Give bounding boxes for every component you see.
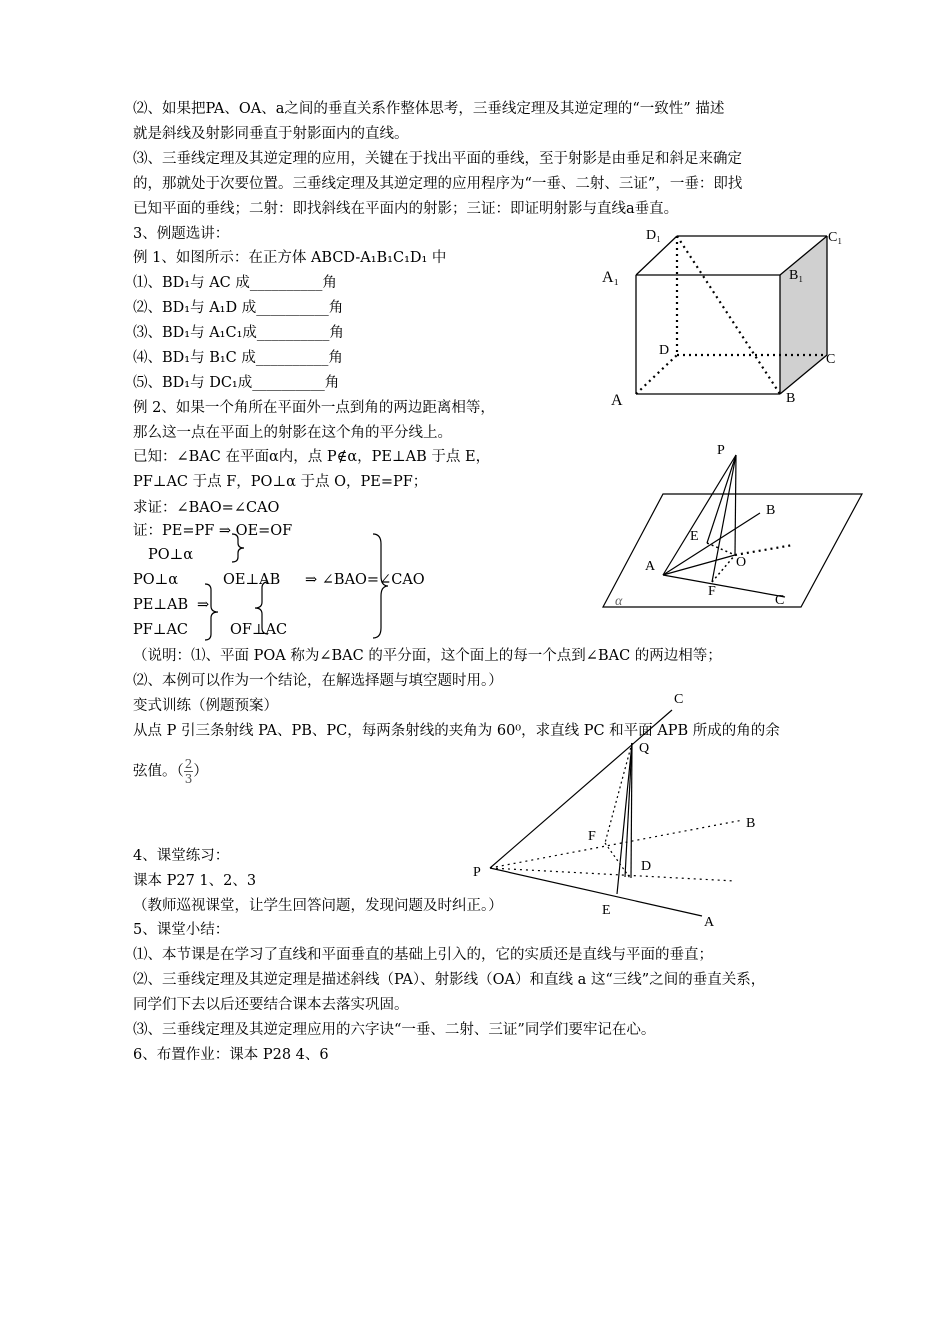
label-c1: C₁: [828, 230, 843, 245]
fraction-numerator: 2: [184, 757, 193, 771]
label-f: F: [588, 829, 596, 844]
question-1: ⑴、BD₁与 AC 成__________角: [133, 275, 337, 291]
example-2-line1: 例 2、如果一个角所在平面外一点到角的两边距离相等，: [133, 400, 495, 416]
rays-figure: [470, 688, 770, 934]
label-d1: D₁: [646, 228, 661, 243]
proof-line3c: ⇒ ∠BAO=∠CAO: [305, 572, 425, 588]
segment-qe: [617, 743, 632, 894]
label-a: A: [704, 915, 715, 930]
variant-heading: 变式训练（例题预案）: [133, 698, 278, 714]
label-a: A: [611, 392, 623, 409]
proof-line1: 证：PE=PF ⇒ OE=OF: [133, 523, 293, 539]
proof-line4a: PE⊥AB: [133, 597, 189, 613]
label-b: B: [766, 503, 776, 518]
brace-left: [205, 584, 218, 640]
label-b: B: [746, 816, 756, 831]
brace-right: [373, 534, 388, 638]
label-alpha: α: [615, 594, 623, 609]
question-2: ⑵、BD₁与 A₁D 成__________角: [133, 300, 344, 316]
label-d: D: [659, 343, 670, 358]
variant-question: 从点 P 引三条射线 PA、PB、PC，每两条射线的夹角为 60⁰，求直线 PC 和平面 APB 所成的角的余: [133, 723, 780, 739]
proof-line4b: ⇒: [197, 597, 210, 613]
label-p: P: [717, 443, 725, 458]
label-b: B: [786, 391, 796, 406]
label-c: C: [826, 352, 836, 367]
question-5: ⑸、BD₁与 DC₁成__________角: [133, 375, 340, 391]
label-q: Q: [639, 741, 650, 756]
bisector-extension: [735, 545, 793, 555]
summary-3: ⑶、三垂线定理及其逆定理应用的六字诀“一垂、二射、三证”同学们要牢记在心。: [133, 1022, 656, 1038]
segment-fo: [712, 555, 735, 582]
diagonal-bd1: [677, 236, 780, 394]
question-4: ⑷、BD₁与 B₁C 成__________角: [133, 350, 343, 366]
example-2-line2: 那么这一点在平面上的射影在这个角的平分线上。: [133, 425, 452, 441]
variant-answer-suffix: ）: [193, 763, 208, 780]
proof-line3a: PO⊥α: [133, 572, 179, 588]
label-f: F: [708, 584, 716, 599]
segment-po: [735, 455, 736, 555]
summary-2: ⑵、三垂线定理及其逆定理是描述斜线（PA）、射影线（OA）和直线 a 这“三线”之间的垂直关系，: [133, 972, 766, 988]
label-c: C: [775, 593, 785, 608]
label-e: E: [602, 903, 611, 918]
summary-2-cont: 同学们下去以后还要结合课本去落实巩固。: [133, 997, 409, 1013]
para-2-line1: ⑵、如果把PA、OA、a之间的垂直关系作整体思考，三垂线定理及其逆定理的“一致性” 描述: [133, 101, 725, 117]
note-line2: ⑵、本例可以作为一个结论，在解选择题与填空题时用。）: [133, 673, 503, 689]
para-3-line2: 的，那就处于次要位置。三垂线定理及其逆定理的应用程序为“一垂、二射、三证”，一垂：即找: [133, 176, 743, 192]
label-o: O: [736, 555, 747, 570]
label-c: C: [674, 692, 684, 707]
para-3-line3: 已知平面的垂线；二射：即找斜线在平面内的射影；三证：即证明射影与直线a垂直。: [133, 201, 679, 217]
section-4-textbook: 课本 P27 1、2、3: [133, 873, 257, 889]
ray-pc: [490, 710, 672, 868]
question-3: ⑶、BD₁与 A₁C₁成__________角: [133, 325, 344, 341]
given-line1: 已知：∠BAC 在平面α内，点 P∉α，PE⊥AB 于点 E，: [133, 449, 491, 465]
cube-figure: [595, 222, 855, 412]
bisector-pd: [490, 868, 735, 881]
to-prove: 求证：∠BAO=∠CAO: [133, 500, 280, 516]
section-5-heading: 5、课堂小结：: [133, 922, 230, 938]
edge-ad-hidden: [636, 355, 677, 394]
given-line2: PF⊥AC 于点 F，PO⊥α 于点 O，PE=PF；: [133, 474, 428, 490]
summary-1: ⑴、本节课是在学习了直线和平面垂直的基础上引入的，它的实质还是直线与平面的垂直；: [133, 947, 713, 963]
para-2-line2: 就是斜线及射影同垂直于射影面内的直线。: [133, 126, 409, 142]
brace-inner: [255, 582, 268, 634]
ray-ac: [663, 575, 785, 597]
brace-small: [232, 534, 244, 562]
label-b1: B₁: [789, 268, 804, 283]
para-3-line1: ⑶、三垂线定理及其逆定理的应用，关键在于找出平面的垂线，至于射影是由垂足和斜足来确定: [133, 151, 742, 167]
ray-pb: [490, 820, 743, 868]
proof-line5b: OF⊥AC: [230, 622, 288, 638]
label-d: D: [641, 859, 652, 874]
proof-line5a: PF⊥AC: [133, 622, 189, 638]
section-4-heading: 4、课堂练习：: [133, 848, 230, 864]
section-3-heading: 3、例题选讲：: [133, 226, 230, 242]
proof-line3b: OE⊥AB: [223, 572, 281, 588]
label-p: P: [473, 865, 481, 880]
ray-pa: [490, 868, 702, 916]
section-6-homework: 6、布置作业：课本 P28 4、6: [133, 1047, 329, 1063]
note-line1: （说明：⑴、平面 POA 称为∠BAC 的平分面，这个面上的每一个点到∠BAC 的两边相等；: [133, 648, 722, 664]
label-a1: A₁: [602, 269, 620, 286]
proof-line2: PO⊥α: [148, 547, 194, 563]
variant-answer-prefix: 弦值。（: [133, 763, 184, 780]
cube-shaded-face: [780, 236, 827, 394]
label-a: A: [645, 559, 656, 574]
label-e: E: [690, 529, 699, 544]
section-4-note: （教师巡视课堂，让学生回答问题，发现问题及时纠正。）: [133, 898, 503, 914]
plane-alpha: [603, 494, 862, 607]
plane-figure: [595, 435, 870, 615]
fraction-denominator: 3: [184, 772, 193, 786]
example-1-text: 例 1、如图所示：在正方体 ABCD-A₁B₁C₁D₁ 中: [133, 250, 447, 266]
